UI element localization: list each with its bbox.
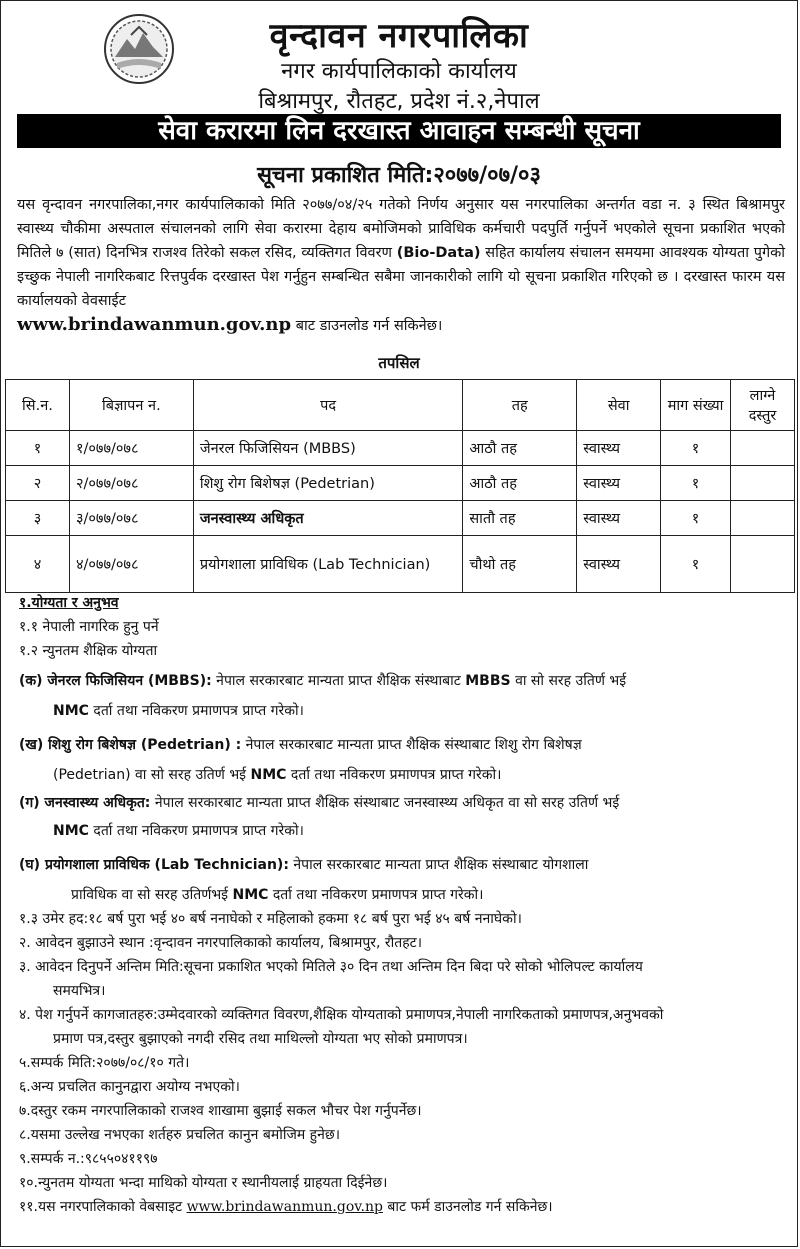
cell-demand: १ (661, 501, 731, 536)
cell-level: चौथो तह (463, 536, 577, 593)
cell-sn: ४ (6, 536, 70, 593)
item-other-terms: ८.यसमा उल्लेख नभएका शर्तहरु प्रचलित कानुन बमोजिम हुनेछ। (19, 1127, 341, 1143)
qual-gha-nmc: NMC (232, 887, 269, 903)
item-website-text2: बाट फर्म डाउनलोड गर्न सकिनेछ। (387, 1199, 553, 1215)
header-demand: माग संख्या (661, 380, 731, 431)
qual-ga-line2 (19, 819, 783, 843)
cell-service: स्वास्थ्य (577, 431, 661, 466)
cell-adno: २/०७७/०७८ (69, 466, 193, 501)
cell-service: स्वास्थ्य (577, 501, 661, 536)
qualification-section (19, 591, 783, 907)
qual-ka-text2: वा सो सरह उतिर्ण भई (515, 673, 627, 689)
cell-adno: १/०७७/०७८ (69, 431, 193, 466)
item-deadline-cont: समयभित्र। (53, 983, 106, 999)
cell-fee (731, 431, 795, 466)
item-documents: ४. पेश गर्नुपर्ने कागजातहरु:उम्मेदवारको व्यक्तिगत विवरण,शैक्षिक योग्यताको प्रमाणपत्र,नेपाली नागरिकताको प्रमाणपत्र,अनुभवको (19, 1007, 664, 1023)
header-level: तह (463, 380, 577, 431)
qual-ka-nmc: NMC (53, 703, 89, 719)
qual-gha (19, 853, 783, 877)
qual-gha-line2 (19, 883, 783, 907)
table-row (6, 431, 795, 466)
item-contact-number: ९.सम्पर्क न.:९८५५०४११९७ (19, 1151, 158, 1167)
conditions-list (19, 907, 783, 1219)
cell-demand: १ (661, 536, 731, 593)
header-adno: बिज्ञापन न. (69, 380, 193, 431)
qual-ga (19, 791, 783, 815)
cell-adno: ३/०७७/०७८ (69, 501, 193, 536)
cell-sn: ३ (6, 501, 70, 536)
cell-service: स्वास्थ्य (577, 536, 661, 593)
qual-kha-line2 (19, 763, 783, 787)
item-eligibility: ६.अन्य प्रचलित कानुनद्वारा अयोग्य नभएको। (19, 1079, 240, 1095)
biodata-label: (Bio-Data) (396, 245, 481, 261)
org-address: बिश्रामपुर, रौतहट, प्रदेश नं.२,नेपाल (258, 89, 540, 114)
vacancy-table (5, 379, 795, 593)
header-service: सेवा (577, 380, 661, 431)
cell-fee (731, 536, 795, 593)
cell-level: आठौ तह (463, 466, 577, 501)
qual-ka-line2 (19, 699, 783, 723)
intro-text-2: सहित कार्यालय संचालन समयमा आवश्यक योग्यता पुगेको इच्छुक नेपाली नागरिकबाट रित्तपुर्वक दरखास्त पेश गर्नुहुन सम्बन्धित सबैमा जानकारीको लागि यो सूचना प्रकाशित गरिएको छ । दरखास्त फारम यस कार्यालयको वेवसाईट (17, 245, 786, 309)
qual-gha-title: (घ) प्रयोगशाला प्राविधिक (Lab Technician): (19, 857, 289, 873)
qual-ka-mbbs: MBBS (465, 673, 511, 689)
qual-ka-text3: दर्ता तथा नविकरण प्रमाणपत्र प्राप्त गरेको। (93, 703, 304, 719)
qualification-heading: १.योग्यता र अनुभव (19, 595, 119, 611)
cell-post: जेनरल फिजिसियन (MBBS) (193, 431, 463, 466)
qual-kha-text3: दर्ता तथा नविकरण प्रमाणपत्र प्राप्त गरेको। (290, 767, 502, 783)
table-caption: तपसिल (378, 354, 420, 372)
cell-demand: १ (661, 431, 731, 466)
qual-ga-nmc: NMC (53, 823, 89, 839)
item-website (19, 1195, 783, 1219)
qual-ka (19, 669, 783, 693)
org-title: वृन्दावन नगरपालिका (269, 16, 529, 56)
qual-ga-text2: दर्ता तथा नविकरण प्रमाणपत्र प्राप्त गरेको। (93, 823, 304, 839)
item-age-limit: १.३ उमेर हद:१८ बर्ष पुरा भई ४० बर्ष ननाघेको र महिलाको हकमा १८ बर्ष पुरा भई ४५ बर्ष ननाघेको। (19, 911, 522, 927)
item-fee-voucher: ७.दस्तुर रकम नगरपालिकाको राजश्व शाखामा बुझाई सकल भौचर पेश गर्नुपर्नेछ। (19, 1103, 422, 1119)
footer-website-link[interactable]: www.brindawanmun.gov.np (186, 1199, 383, 1215)
cell-post: प्रयोगशाला प्राविधिक (Lab Technician) (193, 536, 463, 593)
qual-item-1-1: १.१ नेपाली नागरिक हुनु पर्ने (19, 619, 159, 635)
item-documents-cont: प्रमाण पत्र,दस्तुर बुझाएको नगदी रसिद तथा माथिल्लो योग्यता भए सोको प्रमाणपत्र। (53, 1031, 468, 1047)
cell-demand: १ (661, 466, 731, 501)
qual-kha (19, 733, 783, 757)
header-sn: सि.न. (6, 380, 70, 431)
cell-post: जनस्वास्थ्य अधिकृत (193, 501, 463, 536)
table-header-row (6, 380, 795, 431)
cell-post: शिशु रोग बिशेषज्ञ (Pedetrian) (193, 466, 463, 501)
header-fee: लाग्ने दस्तुर (731, 380, 795, 431)
intro-text-3: बाट डाउनलोड गर्न सकिनेछ। (295, 318, 443, 334)
table-row (6, 501, 795, 536)
qual-gha-text: नेपाल सरकारबाट मान्यता प्राप्त शैक्षिक संस्थाबाट योगशाला (293, 857, 589, 873)
item-submission-place: २. आवेदन बुझाउने स्थान :वृन्दावन नगरपालिकाको कार्यालय, बिश्रामपुर, रौतहट। (19, 935, 423, 951)
qual-gha-text3: दर्ता तथा नविकरण प्रमाणपत्र प्राप्त गरेको। (272, 887, 484, 903)
item-priority: १०.न्युनतम योग्यता भन्दा माथिको योग्यता र स्थानीयलाई ग्राहयता दिईनेछ। (19, 1175, 388, 1191)
cell-level: सातौ तह (463, 501, 577, 536)
cell-fee (731, 466, 795, 501)
cell-service: स्वास्थ्य (577, 466, 661, 501)
qual-item-1-2: १.२ न्युनतम शैक्षिक योग्यता (19, 643, 158, 659)
org-office: नगर कार्यपालिकाको कार्यालय (281, 59, 517, 84)
intro-paragraph (17, 193, 785, 338)
publish-date: सूचना प्रकाशित मिति:२०७७/०७/०३ (257, 163, 541, 188)
item-contact-date: ५.सम्पर्क मिति:२०७७/०८/१० गते। (19, 1055, 190, 1071)
qual-ga-title: (ग) जनस्वास्थ्य अधिकृत: (19, 795, 151, 811)
table-row (6, 536, 795, 593)
qual-ka-title: (क) जेनरल फिजिसियन (MBBS): (19, 673, 212, 689)
item-deadline: ३. आवेदन दिनुपर्ने अन्तिम मिति:सूचना प्रकाशित भएको मितिले ३० दिन तथा अन्तिम दिन बिदा परे सोको भोलिपल्ट कार्यालय (19, 959, 643, 975)
item-website-text: ११.यस नगरपालिकाको वेबसाइट (19, 1199, 183, 1215)
header (1, 1, 797, 113)
cell-fee (731, 501, 795, 536)
qual-kha-title: (ख) शिशु रोग बिशेषज्ञ (Pedetrian) : (19, 737, 242, 753)
cell-level: आठौ तह (463, 431, 577, 466)
header-post: पद (193, 380, 463, 431)
qual-kha-text: नेपाल सरकारबाट मान्यता प्राप्त शैक्षिक संस्थाबाट शिशु रोग बिशेषज्ञ (245, 737, 582, 753)
cell-sn: २ (6, 466, 70, 501)
qual-ka-text: नेपाल सरकारबाट मान्यता प्राप्त शैक्षिक संस्थाबाट (216, 673, 461, 689)
notice-banner: सेवा करारमा लिन दरखास्त आवाहन सम्बन्धी सूचना (17, 114, 781, 148)
qual-kha-text2: (Pedetrian) वा सो सरह उतिर्ण भई (53, 767, 247, 783)
qual-gha-text2: प्राविधिक वा सो सरह उतिर्णभई (71, 887, 229, 903)
website-link[interactable]: www.brindawanmun.gov.np (17, 314, 292, 335)
table-row (6, 466, 795, 501)
qual-ga-text: नेपाल सरकारबाट मान्यता प्राप्त शैक्षिक संस्थाबाट जनस्वास्थ्य अधिकृत वा सो सरह उतिर्ण भई (154, 795, 620, 811)
intro-text-1: यस वृन्दावन नगरपालिका,नगर कार्यपालिकाको मिति २०७७/०४/२५ गतेको निर्णय अनुसार यस नगरपालिका अन्तर्गत वडा न. ३ स्थित बिश्रामपुर स्वास्थ्य चौकीमा अस्पताल संचालनको लागि सेवा करारमा देहाय बमोजिमको प्राविधिक कर्मचारी पदपुर्ति गर्नुपर्ने भएकोले सूचना प्रकाशित भएको मितिले ७ (सात) दिनभित्र राजश्व तिरेको सकल रसिद, व्यक्तिगत विवरण (17, 197, 785, 261)
cell-adno: ४/०७७/०७८ (69, 536, 193, 593)
qual-kha-nmc: NMC (250, 767, 287, 783)
cell-sn: १ (6, 431, 70, 466)
